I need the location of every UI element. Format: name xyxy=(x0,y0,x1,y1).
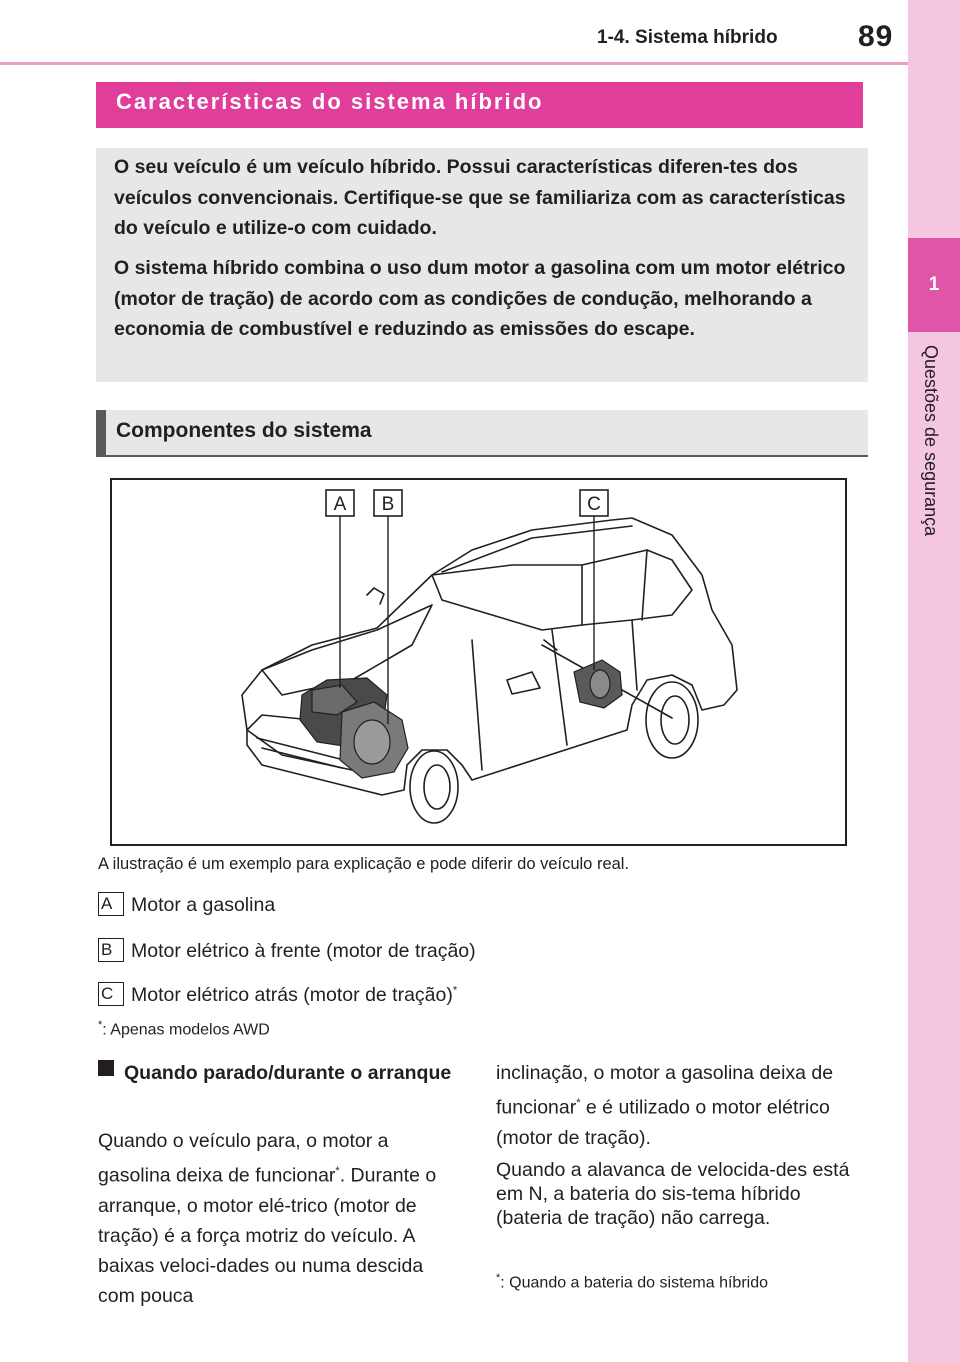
header-rule xyxy=(0,62,908,65)
chapter-title: Questões de segurança xyxy=(921,345,941,537)
callout-c-label: C xyxy=(587,494,601,515)
car-windows xyxy=(432,550,692,630)
vehicle-illustration xyxy=(110,478,847,846)
legend-key-a: A xyxy=(98,892,124,916)
intro-paragraph-1: O seu veículo é um veículo híbrido. Possui características diferen-tes dos veículos convencionais. Certifique-se que se familiariza com as características do veículo e utilize-o com cuidado. xyxy=(114,156,846,239)
legend-key-b: B xyxy=(98,938,124,962)
heading-accent-bar xyxy=(96,410,106,456)
right-footnote-mark: * xyxy=(576,1097,581,1109)
callout-a-label: A xyxy=(333,494,347,515)
legend-c-footnote-mark: * xyxy=(452,984,458,997)
page-title: Características do sistema híbrido xyxy=(116,89,544,114)
left-footnote-mark: * xyxy=(335,1165,340,1177)
legend-text-a: Motor a gasolina xyxy=(131,894,276,916)
subheading: Quando parado/durante o arranque xyxy=(124,1062,452,1084)
footnote-awd-mark: * xyxy=(98,1019,103,1031)
page-number: 89 xyxy=(858,20,894,53)
chapter-number: 1 xyxy=(928,274,940,295)
rear-wheel xyxy=(646,682,698,758)
right-paragraph-1a: inclinação, o motor a gasolina deixa de funcionar xyxy=(496,1062,834,1119)
legend-text-c-label: Motor elétrico atrás (motor de tração) xyxy=(131,984,453,1006)
footnote-awd-text: : Apenas modelos AWD xyxy=(102,1021,270,1039)
chapter-side-tab xyxy=(908,0,960,1362)
section-title: 1-4. Sistema híbrido xyxy=(597,27,778,48)
footnote-battery-text: : Quando a bateria do sistema híbrido xyxy=(500,1274,768,1292)
left-paragraph-a: Quando o veículo para, o motor a gasolina deixa de funcionar xyxy=(98,1130,389,1187)
vehicle-diagram xyxy=(112,480,849,848)
left-paragraph xyxy=(98,1126,463,1311)
legend-key-c: C xyxy=(98,982,124,1006)
right-paragraph-2: Quando a alavanca de velocida-des está em N, a bateria do sis-tema híbrido (bateria de tração) não carrega. xyxy=(496,1159,850,1229)
callout-b-label: B xyxy=(381,494,395,515)
right-paragraph-1b: e é utilizado o motor elétrico (motor de tração). xyxy=(496,1096,830,1149)
heading-underline xyxy=(96,455,868,457)
legend-text-c xyxy=(131,984,457,1007)
figure-caption: A ilustração é um exemplo para explicação e pode diferir do veículo real. xyxy=(98,855,630,873)
subheading-bullet xyxy=(98,1060,114,1076)
footnote-awd xyxy=(98,1019,270,1039)
legend-text-b: Motor elétrico à frente (motor de tração) xyxy=(131,940,476,962)
intro-paragraph-2: O sistema híbrido combina o uso dum motor a gasolina com um motor elétrico (motor de tração) de acordo com as condições de condução, melhorando a economia de combustível e reduzindo as emissões do escape. xyxy=(114,257,846,340)
components-heading: Componentes do sistema xyxy=(116,419,372,442)
left-paragraph-b: . Durante o arranque, o motor elé-trico (motor de tração) é a força motriz do veículo. A baixas veloci-dades ou numa descida com pouca xyxy=(98,1164,437,1307)
footnote-battery xyxy=(496,1272,866,1292)
right-paragraph-1 xyxy=(496,1058,866,1153)
side-mirror xyxy=(507,672,540,694)
footnote-battery-mark: * xyxy=(496,1272,501,1284)
